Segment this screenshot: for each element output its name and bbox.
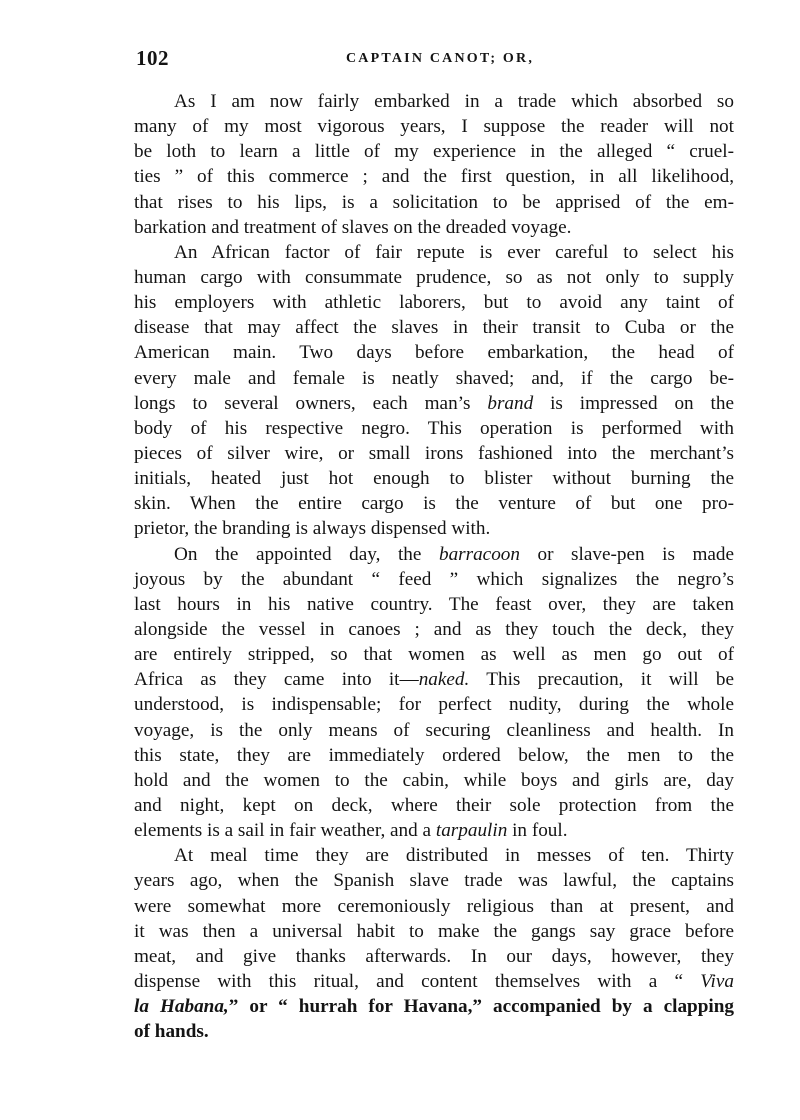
text-line: and night, kept on deck, where their sole protection from the — [134, 794, 734, 816]
text-line: On the appointed day, the barracoon or slave-pen is made — [174, 543, 735, 565]
text-line: ties ” of this commerce ; and the first question, in all likelihood, — [134, 166, 734, 188]
text-line: initials, heated just hot enough to blister without burning the — [134, 468, 734, 490]
text-line: pieces of silver wire, or small irons fashioned into the merchant’s — [134, 442, 734, 464]
text-line: alongside the vessel in canoes ; and as they touch the deck, they — [134, 618, 734, 640]
text-line: barkation and treatment of slaves on the dreaded voyage. — [134, 216, 572, 238]
text-line: it was then a universal habit to make the gangs say grace before — [134, 920, 734, 942]
text-line: An African factor of fair repute is ever careful to select his — [174, 241, 734, 263]
text-line: his employers with athletic laborers, but to avoid any taint of — [134, 292, 734, 314]
text-line: that rises to his lips, is a solicitation to be apprised of the em- — [134, 191, 734, 213]
text-line: As I am now fairly embarked in a trade which absorbed so — [174, 91, 734, 112]
text-line: Africa as they came into it—naked. This precaution, it will be — [134, 669, 734, 691]
text-line: were somewhat more ceremoniously religious than at present, and — [134, 895, 734, 917]
text-line: understood, is indispensable; for perfect nudity, during the whole — [134, 694, 734, 716]
text-line: skin. When the entire cargo is the venture of but one pro- — [134, 493, 734, 515]
text-line: meat, and give thanks afterwards. In our days, however, they — [134, 945, 734, 967]
body-text — [134, 89, 734, 1044]
text-line: every male and female is neatly shaved; and, if the cargo be- — [134, 367, 734, 389]
text-line: of hands. — [134, 1021, 209, 1043]
text-line: prietor, the branding is always dispensed with. — [134, 518, 491, 540]
text-line: last hours in his native country. The feast over, they are taken — [134, 593, 734, 615]
text-line: are entirely stripped, so that women as well as men go out of — [134, 644, 734, 666]
text-line: human cargo with consummate prudence, so as not only to supply — [134, 266, 734, 288]
text-line: disease that may affect the slaves in their transit to Cuba or the — [134, 317, 734, 339]
page-number: 102 — [136, 46, 169, 70]
running-head: CAPTAIN CANOT; OR, — [346, 51, 535, 66]
text-line: At meal time they are distributed in messes of ten. Thirty — [174, 845, 734, 867]
text-line: hold and the women to the cabin, while boys and girls are, day — [134, 769, 734, 791]
text-line: dispense with this ritual, and content themselves with a “ Viva — [134, 970, 734, 992]
text-line: be loth to learn a little of my experience in the alleged “ cruel- — [134, 141, 734, 163]
text-line: joyous by the abundant “ feed ” which signalizes the negro’s — [134, 568, 734, 590]
text-line: body of his respective negro. This operation is performed with — [134, 417, 734, 439]
text-line: this state, they are immediately ordered below, the men to the — [134, 744, 734, 766]
text-line: American main. Two days before embarkation, the head of — [134, 342, 734, 364]
text-line: la Habana,” or “ hurrah for Havana,” accompanied by a clapping — [134, 996, 734, 1018]
text-line: many of my most vigorous years, I suppose the reader will not — [134, 116, 734, 138]
text-line: elements is a sail in fair weather, and a tarpaulin in foul. — [134, 820, 568, 842]
text-line: voyage, is the only means of securing cleanliness and health. In — [134, 719, 734, 741]
text-line: longs to several owners, each man’s brand is impressed on the — [134, 392, 734, 414]
text-line: years ago, when the Spanish slave trade was lawful, the captains — [134, 870, 734, 892]
